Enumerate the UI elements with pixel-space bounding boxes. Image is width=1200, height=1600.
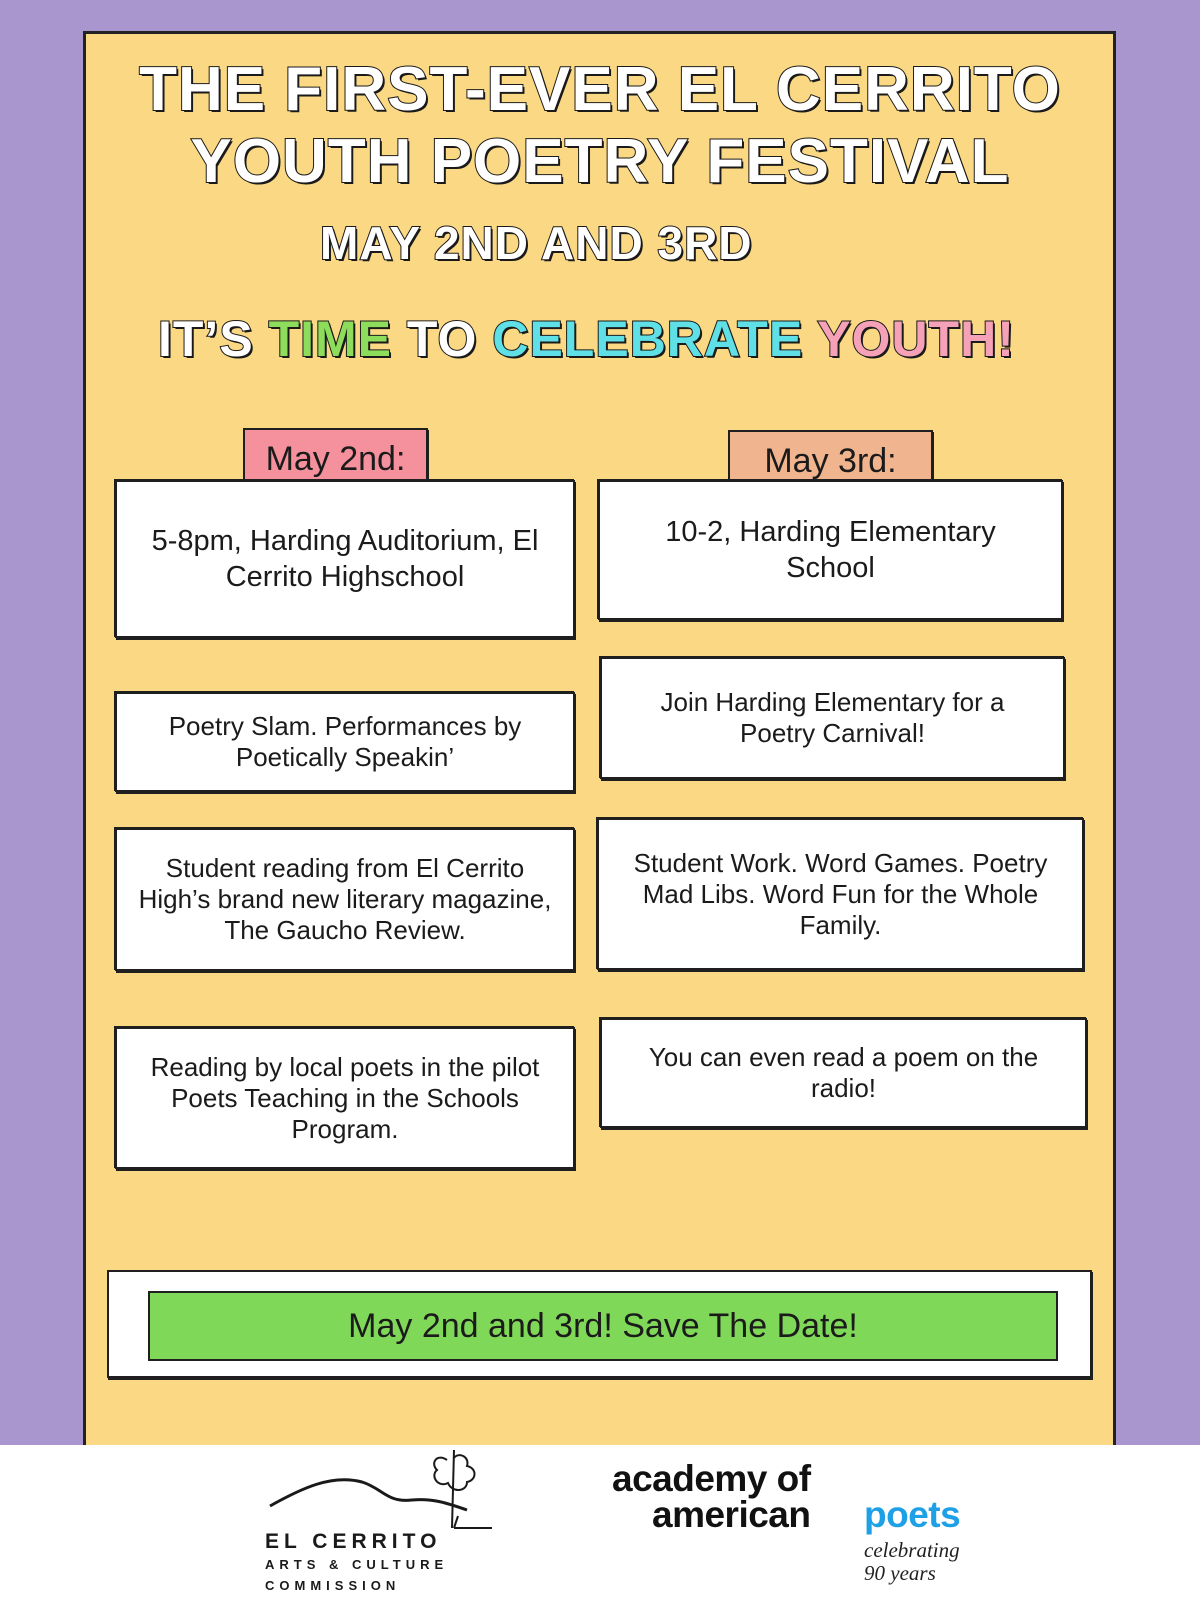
tree-hill-logo-icon bbox=[262, 1448, 512, 1598]
el-cerrito-name: EL CERRITO bbox=[265, 1530, 442, 1553]
day1-item-time-place: 5-8pm, Harding Auditorium, El Cerrito Highschool bbox=[115, 480, 575, 638]
el-cerrito-subtitle-1: ARTS & CULTURE bbox=[265, 1557, 449, 1572]
academy-poets: poets bbox=[864, 1494, 961, 1535]
footer bbox=[0, 1445, 1200, 1600]
title-line-1: THE FIRST-EVER EL CERRITO bbox=[139, 55, 1061, 124]
day2-item-carnival: Join Harding Elementary for a Poetry Carnival! bbox=[600, 657, 1065, 779]
el-cerrito-subtitle-2: COMMISSION bbox=[265, 1578, 401, 1593]
celebrate-heading bbox=[158, 310, 1015, 368]
academy-tagline-2: 90 years bbox=[864, 1561, 936, 1585]
day2-label: May 3rd: bbox=[728, 430, 933, 492]
celebrate-part-celebrate: CELEBRATE bbox=[492, 311, 804, 367]
day2-item-word-games: Student Work. Word Games. Poetry Mad Libs. Word Fun for the Whole Family. bbox=[597, 818, 1084, 970]
day1-item-student-reading: Student reading from El Cerrito High’s brand new literary magazine, The Gaucho Review. bbox=[115, 828, 575, 971]
celebrate-part-space bbox=[803, 311, 817, 367]
day2-item-time-place: 10-2, Harding Elementary School bbox=[598, 480, 1063, 620]
celebrate-part-time: TIME bbox=[268, 311, 393, 367]
title-line-2: YOUTH POETRY FESTIVAL bbox=[190, 127, 1010, 196]
festival-dates: MAY 2ND AND 3RD bbox=[320, 217, 753, 269]
academy-tagline-1: celebrating bbox=[864, 1538, 960, 1562]
celebrate-part-youth: YOUTH! bbox=[817, 311, 1015, 367]
celebrate-part-its: IT’S bbox=[158, 311, 269, 367]
celebrate-part-to: TO bbox=[392, 311, 493, 367]
academy-line-1: academy of bbox=[612, 1458, 811, 1499]
day1-item-poetry-slam: Poetry Slam. Performances by Poetically Speakin’ bbox=[115, 692, 575, 792]
academy-line-2: american bbox=[652, 1494, 811, 1535]
save-the-date-banner: May 2nd and 3rd! Save The Date! bbox=[148, 1291, 1058, 1361]
day1-item-local-poets: Reading by local poets in the pilot Poets Teaching in the Schools Program. bbox=[115, 1027, 575, 1169]
day2-item-radio: You can even read a poem on the radio! bbox=[600, 1018, 1087, 1128]
day1-label: May 2nd: bbox=[243, 428, 428, 490]
